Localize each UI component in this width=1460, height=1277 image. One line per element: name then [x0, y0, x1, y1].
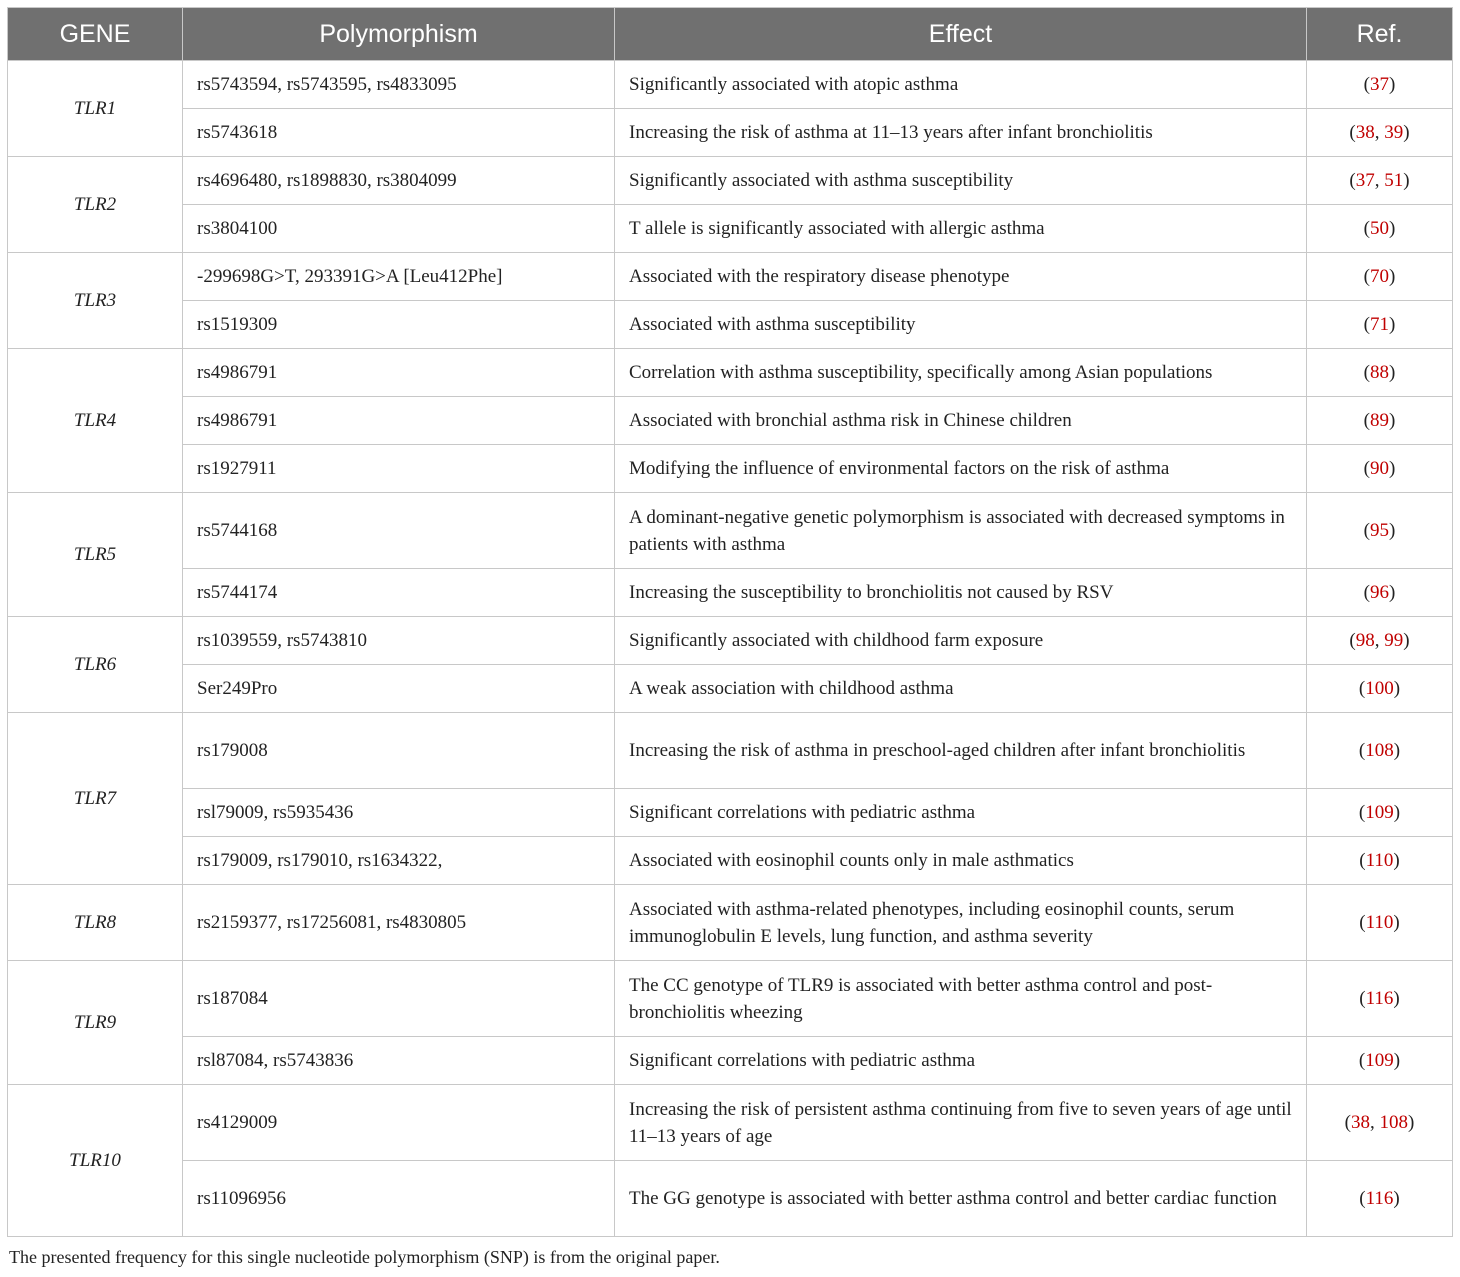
table-row: [8, 109, 1453, 157]
table-row: [8, 1037, 1453, 1085]
ref-link[interactable]: 108: [1379, 1112, 1408, 1133]
ref-link[interactable]: 50: [1370, 218, 1389, 239]
ref-link[interactable]: 38: [1351, 1112, 1370, 1133]
effect-cell: Associated with eosinophil counts only in male asthmatics: [615, 837, 1307, 885]
ref-link[interactable]: 110: [1365, 912, 1394, 933]
table-row: [8, 301, 1453, 349]
effect-cell: Increasing the risk of persistent asthma continuing from five to seven years of age until 11–13 years of age: [615, 1085, 1307, 1161]
ref-cell: (116): [1307, 1161, 1453, 1237]
ref-link[interactable]: 110: [1365, 850, 1394, 871]
effect-cell: The CC genotype of TLR9 is associated with better asthma control and post-bronchiolitis wheezing: [615, 961, 1307, 1037]
ref-link[interactable]: 89: [1370, 410, 1389, 431]
gene-cell: TLR5: [8, 493, 183, 617]
ref-cell: (110): [1307, 837, 1453, 885]
gene-cell: TLR9: [8, 961, 183, 1085]
polymorphism-cell: rs4129009: [183, 1085, 615, 1161]
polymorphism-cell: rs179009, rs179010, rs1634322,: [183, 837, 615, 885]
effect-cell: Associated with asthma susceptibility: [615, 301, 1307, 349]
ref-cell: (88): [1307, 349, 1453, 397]
ref-cell: (110): [1307, 885, 1453, 961]
table-row: [8, 713, 1453, 789]
ref-cell: (71): [1307, 301, 1453, 349]
ref-link[interactable]: 109: [1365, 1050, 1394, 1071]
table-row: [8, 1085, 1453, 1161]
ref-cell: (109): [1307, 1037, 1453, 1085]
effect-cell: Associated with asthma-related phenotypes, including eosinophil counts, serum immunoglobulin E levels, lung function, and asthma severity: [615, 885, 1307, 961]
polymorphism-cell: rs187084: [183, 961, 615, 1037]
ref-cell: (100): [1307, 665, 1453, 713]
polymorphism-cell: rs1519309: [183, 301, 615, 349]
table-row: [8, 885, 1453, 961]
effect-cell: Significantly associated with atopic asthma: [615, 61, 1307, 109]
ref-link[interactable]: 109: [1365, 802, 1394, 823]
polymorphism-cell: rsl87084, rs5743836: [183, 1037, 615, 1085]
effect-cell: Increasing the risk of asthma in preschool-aged children after infant bronchiolitis: [615, 713, 1307, 789]
table-header: [8, 8, 1453, 61]
effect-cell: Modifying the influence of environmental factors on the risk of asthma: [615, 445, 1307, 493]
polymorphism-cell: rs11096956: [183, 1161, 615, 1237]
effect-cell: A weak association with childhood asthma: [615, 665, 1307, 713]
polymorphism-cell: rs4986791: [183, 349, 615, 397]
effect-cell: Increasing the risk of asthma at 11–13 years after infant bronchiolitis: [615, 109, 1307, 157]
gene-cell: TLR6: [8, 617, 183, 713]
gene-cell: TLR2: [8, 157, 183, 253]
header-effect: Effect: [615, 8, 1307, 61]
gene-cell: TLR3: [8, 253, 183, 349]
ref-cell: (37): [1307, 61, 1453, 109]
table-body: [8, 61, 1453, 1237]
polymorphism-cell: rs5743618: [183, 109, 615, 157]
ref-link[interactable]: 99: [1384, 630, 1404, 651]
polymorphism-cell: -299698G>T, 293391G>A [Leu412Phe]: [183, 253, 615, 301]
polymorphism-cell: rs4696480, rs1898830, rs3804099: [183, 157, 615, 205]
table-row: [8, 569, 1453, 617]
polymorphism-cell: rs5744168: [183, 493, 615, 569]
ref-cell: (89): [1307, 397, 1453, 445]
ref-link[interactable]: 38: [1355, 122, 1375, 143]
ref-cell: (116): [1307, 961, 1453, 1037]
polymorphism-cell: rs5743594, rs5743595, rs4833095: [183, 61, 615, 109]
ref-link[interactable]: 37: [1370, 74, 1389, 95]
ref-link[interactable]: 39: [1384, 122, 1404, 143]
table-row: [8, 665, 1453, 713]
ref-link[interactable]: 71: [1370, 314, 1389, 335]
table-row: [8, 1161, 1453, 1237]
ref-link[interactable]: 96: [1370, 582, 1389, 603]
header-row: [8, 8, 1453, 61]
table-row: [8, 253, 1453, 301]
ref-link[interactable]: 90: [1370, 458, 1389, 479]
ref-cell: (95): [1307, 493, 1453, 569]
effect-cell: The GG genotype is associated with better asthma control and better cardiac function: [615, 1161, 1307, 1237]
ref-cell: (70): [1307, 253, 1453, 301]
ref-link[interactable]: 95: [1370, 520, 1389, 541]
ref-link[interactable]: 100: [1365, 678, 1394, 699]
gene-cell: TLR1: [8, 61, 183, 157]
polymorphism-cell: rs179008: [183, 713, 615, 789]
ref-link[interactable]: 108: [1365, 740, 1394, 761]
ref-cell: (108): [1307, 713, 1453, 789]
effect-cell: Significantly associated with asthma susceptibility: [615, 157, 1307, 205]
ref-cell: (38, 108): [1307, 1085, 1453, 1161]
table-row: [8, 157, 1453, 205]
polymorphism-cell: rs3804100: [183, 205, 615, 253]
ref-cell: (50): [1307, 205, 1453, 253]
ref-link[interactable]: 116: [1365, 1188, 1394, 1209]
ref-link[interactable]: 37: [1355, 170, 1375, 191]
polymorphism-cell: Ser249Pro: [183, 665, 615, 713]
ref-link[interactable]: 116: [1365, 988, 1394, 1009]
table-row: [8, 961, 1453, 1037]
table-row: [8, 61, 1453, 109]
table-container: [7, 7, 1452, 1237]
effect-cell: Associated with the respiratory disease phenotype: [615, 253, 1307, 301]
effect-cell: Associated with bronchial asthma risk in Chinese children: [615, 397, 1307, 445]
table-row: [8, 445, 1453, 493]
ref-cell: (37, 51): [1307, 157, 1453, 205]
effect-cell: T allele is significantly associated with allergic asthma: [615, 205, 1307, 253]
tlr-polymorphism-table: [7, 7, 1453, 1237]
effect-cell: Correlation with asthma susceptibility, specifically among Asian populations: [615, 349, 1307, 397]
gene-cell: TLR4: [8, 349, 183, 493]
ref-cell: (98, 99): [1307, 617, 1453, 665]
ref-cell: (109): [1307, 789, 1453, 837]
gene-cell: TLR8: [8, 885, 183, 961]
effect-cell: Significant correlations with pediatric asthma: [615, 1037, 1307, 1085]
polymorphism-cell: rsl79009, rs5935436: [183, 789, 615, 837]
gene-cell: TLR7: [8, 713, 183, 885]
polymorphism-cell: rs1927911: [183, 445, 615, 493]
table-row: [8, 493, 1453, 569]
gene-cell: TLR10: [8, 1085, 183, 1237]
effect-cell: Significantly associated with childhood farm exposure: [615, 617, 1307, 665]
table-row: [8, 837, 1453, 885]
ref-link[interactable]: 98: [1355, 630, 1375, 651]
header-polymorphism: Polymorphism: [183, 8, 615, 61]
effect-cell: Increasing the susceptibility to bronchiolitis not caused by RSV: [615, 569, 1307, 617]
table-row: [8, 205, 1453, 253]
polymorphism-cell: rs1039559, rs5743810: [183, 617, 615, 665]
header-gene: GENE: [8, 8, 183, 61]
polymorphism-cell: rs4986791: [183, 397, 615, 445]
ref-cell: (96): [1307, 569, 1453, 617]
table-footnote: The presented frequency for this single nucleotide polymorphism (SNP) is from the original paper.: [9, 1247, 720, 1267]
effect-cell: Significant correlations with pediatric asthma: [615, 789, 1307, 837]
polymorphism-cell: rs5744174: [183, 569, 615, 617]
polymorphism-cell: rs2159377, rs17256081, rs4830805: [183, 885, 615, 961]
ref-cell: (38, 39): [1307, 109, 1453, 157]
table-row: [8, 789, 1453, 837]
ref-cell: (90): [1307, 445, 1453, 493]
table-row: [8, 617, 1453, 665]
ref-link[interactable]: 70: [1370, 266, 1389, 287]
ref-link[interactable]: 88: [1370, 362, 1389, 383]
ref-link[interactable]: 51: [1384, 170, 1404, 191]
header-ref: Ref.: [1307, 8, 1453, 61]
effect-cell: A dominant-negative genetic polymorphism is associated with decreased symptoms in patients with asthma: [615, 493, 1307, 569]
table-row: [8, 349, 1453, 397]
table-row: [8, 397, 1453, 445]
